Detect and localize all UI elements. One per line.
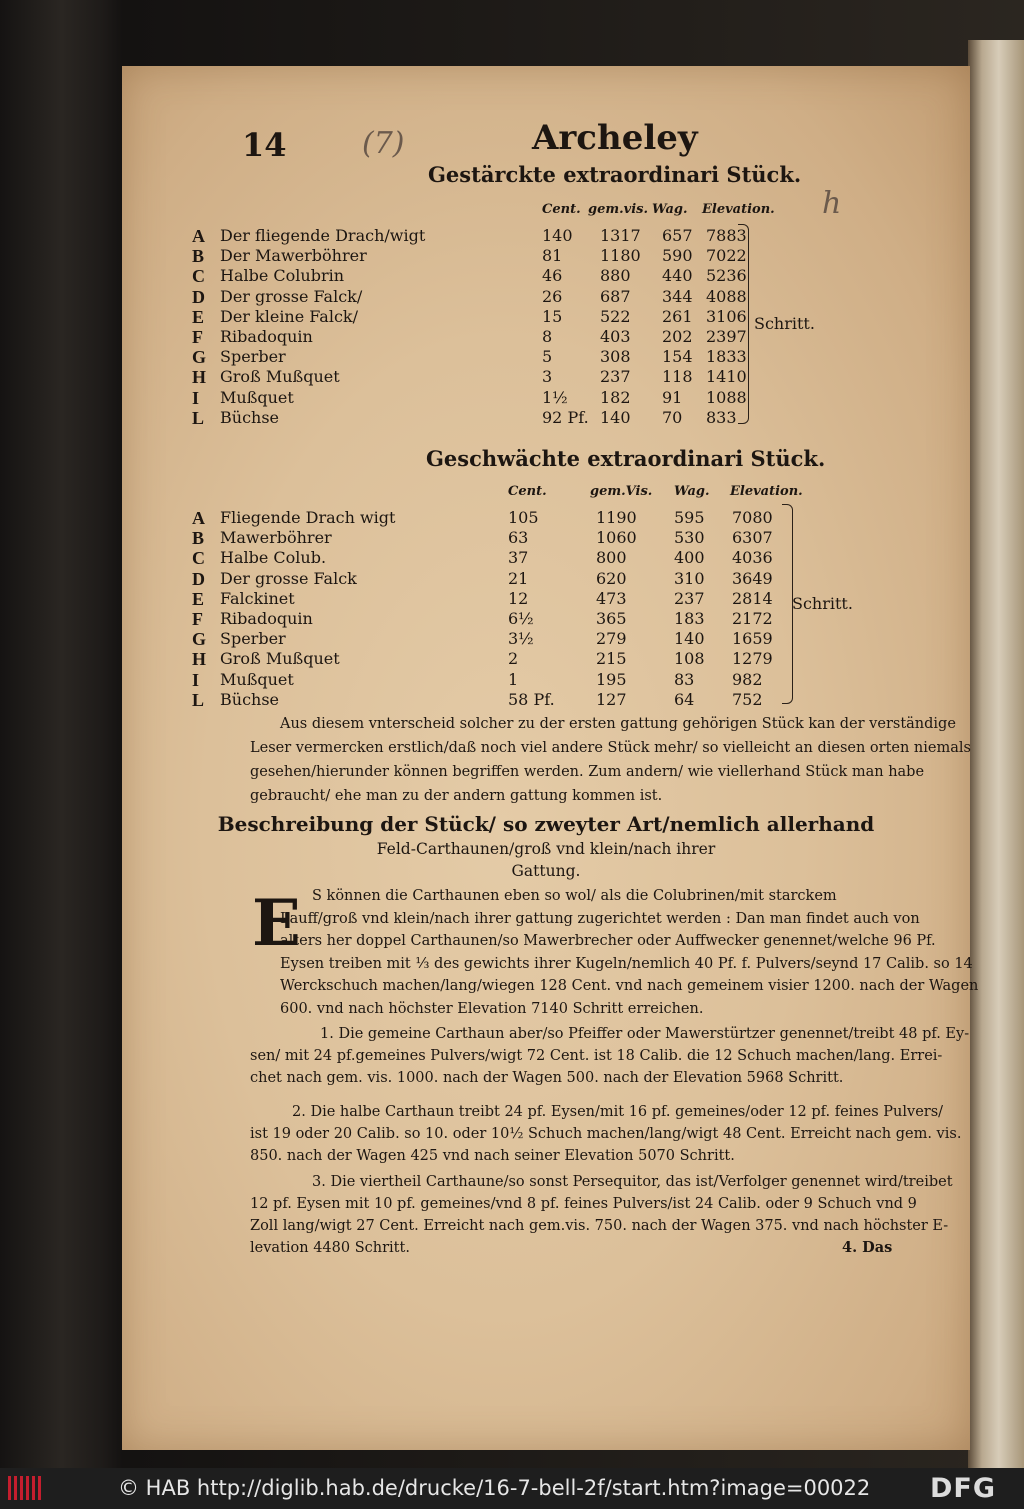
cell-wag: 440 bbox=[662, 266, 693, 286]
column-header: Cent. bbox=[508, 484, 547, 499]
table1-title: Gestärckte extraordinari Stück. bbox=[428, 162, 802, 187]
cell-elev: 1279 bbox=[732, 649, 773, 669]
cell-elev: 752 bbox=[732, 689, 763, 709]
table2-title: Geschwächte extraordinari Stück. bbox=[426, 446, 826, 471]
cell-cent: 21 bbox=[508, 568, 529, 588]
table1-unit: Schritt. bbox=[754, 314, 815, 333]
cell-wag: 91 bbox=[662, 387, 683, 407]
cell-elev: 2814 bbox=[732, 588, 773, 608]
table-row bbox=[122, 367, 822, 387]
cell-wag: 70 bbox=[662, 407, 683, 427]
text-line: Lauff/groß vnd klein/nach ihrer gattung zugerichtet werden : Dan man findet auch von bbox=[280, 910, 920, 927]
running-title: Archeley bbox=[532, 118, 698, 158]
table-row bbox=[122, 548, 822, 568]
cell-gem: 127 bbox=[596, 689, 627, 709]
cell-name: Büchse bbox=[220, 689, 280, 709]
section-heading: Beschreibung der Stück/ so zweyter Art/nemlich allerhand bbox=[217, 812, 875, 836]
cell-cent: 26 bbox=[542, 286, 563, 306]
cell-gem: 308 bbox=[600, 347, 631, 367]
table-row bbox=[122, 327, 822, 347]
cell-cent: 3 bbox=[542, 367, 553, 387]
cell-cent: 8 bbox=[542, 327, 553, 346]
column-header: gem.Vis. bbox=[590, 484, 653, 499]
cell-cent: 46 bbox=[542, 266, 563, 286]
table-row bbox=[122, 307, 822, 327]
cell-wag: 400 bbox=[674, 548, 705, 568]
cell-cent: 12 bbox=[508, 588, 529, 608]
cell-wag: 310 bbox=[674, 568, 705, 588]
table-row bbox=[122, 347, 822, 367]
cell-cent: 92 Pf. bbox=[542, 407, 589, 427]
table-row bbox=[122, 266, 822, 286]
drop-capital: E bbox=[252, 886, 301, 961]
cell-name: Mawerböhrer bbox=[220, 528, 332, 548]
footer-bar bbox=[0, 1468, 1024, 1509]
cell-elev: 1833 bbox=[706, 347, 747, 367]
text-line: S können die Carthaunen eben so wol/ als die Colubrinen/mit starckem bbox=[312, 888, 837, 904]
cell-gem: 687 bbox=[600, 286, 631, 306]
text-line: gesehen/hierunder können begriffen werden. Zum andern/ wie viellerhand Stück man habe bbox=[250, 764, 925, 780]
cell-wag: 237 bbox=[674, 588, 705, 608]
cell-letter: H bbox=[192, 367, 207, 388]
cell-cent: 140 bbox=[542, 226, 573, 245]
table-row bbox=[122, 609, 822, 629]
cell-cent: 58 Pf. bbox=[508, 689, 555, 709]
cell-name: Falckinet bbox=[220, 588, 295, 608]
cell-wag: 657 bbox=[662, 226, 693, 245]
pencil-annotation: (7) bbox=[362, 126, 405, 161]
cell-wag: 595 bbox=[674, 508, 705, 527]
cell-wag: 261 bbox=[662, 306, 693, 326]
cell-elev: 7080 bbox=[732, 508, 773, 527]
cell-elev: 4088 bbox=[706, 286, 747, 306]
cell-letter: B bbox=[192, 246, 205, 267]
column-header: Cent. bbox=[542, 202, 581, 217]
cell-wag: 118 bbox=[662, 367, 693, 387]
cell-letter: D bbox=[192, 568, 205, 589]
table1-bracket bbox=[738, 224, 749, 424]
text-line: 3. Die viertheil Carthaune/so sonst Persequitor, das ist/Verfolger genennet wird/treibet bbox=[312, 1174, 953, 1190]
column-header: Wag. bbox=[652, 202, 688, 217]
cell-letter: L bbox=[192, 407, 205, 428]
cell-gem: 365 bbox=[596, 609, 627, 628]
cell-elev: 3649 bbox=[732, 568, 773, 588]
cell-gem: 195 bbox=[596, 669, 627, 689]
cell-gem: 140 bbox=[600, 407, 631, 427]
table-row bbox=[122, 690, 822, 710]
column-header: Wag. bbox=[674, 484, 710, 499]
cell-letter: H bbox=[192, 649, 207, 670]
cell-letter: B bbox=[192, 528, 205, 549]
table-row bbox=[122, 246, 822, 266]
cell-cent: 37 bbox=[508, 548, 529, 568]
text-line: levation 4480 Schritt. bbox=[250, 1240, 410, 1256]
text-line: chet nach gem. vis. 1000. nach der Wagen 500. nach der Elevation 5968 Schritt. bbox=[250, 1070, 844, 1086]
table2-unit: Schritt. bbox=[792, 594, 853, 613]
cell-elev: 1410 bbox=[706, 367, 747, 387]
text-line: Eysen treiben mit ⅓ des gewichts ihrer Kugeln/nemlich 40 Pf. f. Pulvers/seynd 17 Calib. so 14 bbox=[280, 955, 973, 972]
cell-elev: 4036 bbox=[732, 548, 773, 568]
cell-gem: 403 bbox=[600, 327, 631, 346]
table-row bbox=[122, 670, 822, 690]
cell-name: Ribadoquin bbox=[220, 609, 313, 628]
cell-name: Büchse bbox=[220, 407, 280, 427]
cell-name: Der fliegende Drach/wigt bbox=[220, 226, 426, 245]
cell-letter: A bbox=[192, 226, 205, 246]
table-row bbox=[122, 569, 822, 589]
text-line: ist 19 oder 20 Calib. so 10. oder 10½ Schuch machen/lang/wigt 48 Cent. Erreicht nach gem. vis. bbox=[250, 1126, 962, 1142]
cell-name: Groß Mußquet bbox=[220, 649, 340, 669]
cell-gem: 1190 bbox=[596, 508, 637, 527]
cell-gem: 279 bbox=[596, 629, 627, 649]
cell-letter: C bbox=[192, 266, 205, 287]
table-row bbox=[122, 226, 822, 246]
cell-name: Der grosse Falck/ bbox=[220, 286, 363, 306]
cell-gem: 1180 bbox=[600, 246, 641, 266]
cell-elev: 3106 bbox=[706, 306, 747, 326]
table-row bbox=[122, 287, 822, 307]
cell-cent: 3½ bbox=[508, 629, 534, 649]
table-row bbox=[122, 388, 822, 408]
catchword: 4. Das bbox=[842, 1239, 893, 1256]
text-line: Leser vermercken erstlich/daß noch viel andere Stück mehr/ so vielleicht an diesen orten niemals bbox=[250, 740, 971, 756]
cell-elev: 982 bbox=[732, 669, 763, 689]
table-row bbox=[122, 528, 822, 548]
cell-cent: 63 bbox=[508, 528, 529, 548]
cell-cent: 6½ bbox=[508, 609, 534, 628]
column-header: Elevation. bbox=[702, 202, 775, 217]
cell-elev: 5236 bbox=[706, 266, 747, 286]
cell-letter: D bbox=[192, 286, 205, 307]
cell-letter: L bbox=[192, 689, 205, 710]
text-line: Zoll lang/wigt 27 Cent. Erreicht nach gem.vis. 750. nach der Wagen 375. vnd nach höchster E- bbox=[250, 1218, 949, 1234]
page-edge bbox=[968, 40, 1024, 1468]
text-line: sen/ mit 24 pf.gemeines Pulvers/wigt 72 Cent. ist 18 Calib. die 12 Schuch machen/lang. Errei- bbox=[250, 1048, 943, 1064]
cell-wag: 108 bbox=[674, 649, 705, 669]
text-line: 600. vnd nach höchster Elevation 7140 Schritt erreichen. bbox=[280, 1000, 704, 1017]
table-row bbox=[122, 589, 822, 609]
cell-gem: 522 bbox=[600, 306, 631, 326]
cell-letter: E bbox=[192, 588, 205, 609]
cell-letter: F bbox=[192, 609, 203, 629]
cell-name: Halbe Colubrin bbox=[220, 266, 345, 286]
cell-letter: I bbox=[192, 669, 200, 690]
cell-elev: 1659 bbox=[732, 629, 773, 649]
table-row bbox=[122, 408, 822, 428]
text-line: alters her doppel Carthaunen/so Mawerbrecher oder Auffwecker genennet/welche 96 Pf. bbox=[280, 933, 936, 949]
cell-name: Der grosse Falck bbox=[220, 568, 357, 588]
cell-letter: G bbox=[192, 629, 207, 650]
cell-gem: 182 bbox=[600, 387, 631, 407]
column-header: Elevation. bbox=[730, 484, 803, 499]
book-page bbox=[122, 66, 979, 1450]
text-line: 12 pf. Eysen mit 10 pf. gemeines/vnd 8 pf. feines Pulvers/ist 24 Calib. oder 9 Schuch vnd 9 bbox=[250, 1196, 917, 1212]
cell-gem: 880 bbox=[600, 266, 631, 286]
cell-cent: 105 bbox=[508, 508, 539, 527]
table-row bbox=[122, 649, 822, 669]
cell-name: Halbe Colub. bbox=[220, 548, 327, 568]
cell-gem: 620 bbox=[596, 568, 627, 588]
cell-wag: 530 bbox=[674, 528, 705, 548]
text-line: Werckschuch machen/lang/wiegen 128 Cent. vnd nach gemeinem visier 1200. nach der Wagen bbox=[280, 978, 979, 994]
cell-name: Groß Mußquet bbox=[220, 367, 340, 387]
cell-elev: 7022 bbox=[706, 246, 747, 266]
cell-wag: 83 bbox=[674, 669, 695, 689]
cell-cent: 81 bbox=[542, 246, 563, 266]
cell-cent: 1 bbox=[508, 669, 519, 689]
cell-gem: 1060 bbox=[596, 528, 637, 548]
cell-letter: F bbox=[192, 327, 203, 347]
cell-elev: 833 bbox=[706, 407, 737, 427]
cell-wag: 64 bbox=[674, 689, 695, 709]
cell-elev: 2172 bbox=[732, 609, 773, 628]
cell-wag: 183 bbox=[674, 609, 705, 628]
text-line: gebraucht/ ehe man zu der andern gattung kommen ist. bbox=[250, 788, 663, 804]
cell-name: Der kleine Falck/ bbox=[220, 306, 359, 326]
dfg-logo: DFG bbox=[930, 1473, 997, 1504]
cell-letter: I bbox=[192, 387, 200, 408]
hab-logo-icon bbox=[8, 1476, 44, 1500]
cell-wag: 202 bbox=[662, 327, 693, 346]
cell-gem: 800 bbox=[596, 548, 627, 568]
footer-copyright-link[interactable]: © HAB http://diglib.hab.de/drucke/16-7-bell-2f/start.htm?image=00022 bbox=[118, 1476, 871, 1500]
cell-wag: 140 bbox=[674, 629, 705, 649]
cell-name: Fliegende Drach wigt bbox=[220, 508, 396, 527]
cell-cent: 1½ bbox=[542, 387, 568, 407]
cell-name: Mußquet bbox=[220, 387, 294, 407]
cell-gem: 473 bbox=[596, 588, 627, 608]
section-subheading-1: Feld-Carthaunen/groß vnd klein/nach ihrer bbox=[376, 840, 716, 858]
cell-elev: 2397 bbox=[706, 327, 747, 346]
cell-gem: 1317 bbox=[600, 226, 641, 245]
cell-gem: 237 bbox=[600, 367, 631, 387]
cell-letter: G bbox=[192, 347, 207, 368]
table-row bbox=[122, 629, 822, 649]
cell-name: Ribadoquin bbox=[220, 327, 313, 346]
cell-name: Sperber bbox=[220, 629, 286, 649]
pencil-annotation-2: h bbox=[822, 186, 842, 221]
cell-elev: 7883 bbox=[706, 226, 747, 245]
cell-letter: E bbox=[192, 306, 205, 327]
cell-letter: C bbox=[192, 548, 205, 569]
text-line: Aus diesem vnterscheid solcher zu der ersten gattung gehörigen Stück kan der verständige bbox=[280, 716, 956, 732]
table-row bbox=[122, 508, 822, 528]
text-line: 1. Die gemeine Carthaun aber/so Pfeiffer oder Mawerstürtzer genennet/treibt 48 pf. Ey- bbox=[320, 1026, 970, 1042]
column-header: gem.vis. bbox=[588, 202, 648, 217]
cell-cent: 2 bbox=[508, 649, 519, 669]
cell-name: Mußquet bbox=[220, 669, 294, 689]
cell-elev: 1088 bbox=[706, 387, 747, 407]
text-line: 850. nach der Wagen 425 vnd nach seiner Elevation 5070 Schritt. bbox=[250, 1148, 735, 1164]
cell-wag: 344 bbox=[662, 286, 693, 306]
cell-elev: 6307 bbox=[732, 528, 773, 548]
cell-wag: 590 bbox=[662, 246, 693, 266]
cell-name: Der Mawerböhrer bbox=[220, 246, 367, 266]
cell-gem: 215 bbox=[596, 649, 627, 669]
cell-letter: A bbox=[192, 508, 205, 528]
page-number: 14 bbox=[242, 126, 287, 164]
cell-wag: 154 bbox=[662, 347, 693, 367]
cell-cent: 5 bbox=[542, 347, 553, 367]
text-line: 2. Die halbe Carthaun treibt 24 pf. Eysen/mit 16 pf. gemeines/oder 12 pf. feines Pulvers/ bbox=[292, 1104, 944, 1120]
cell-cent: 15 bbox=[542, 306, 563, 326]
section-subheading-2: Gattung. bbox=[511, 862, 581, 880]
cell-name: Sperber bbox=[220, 347, 286, 367]
